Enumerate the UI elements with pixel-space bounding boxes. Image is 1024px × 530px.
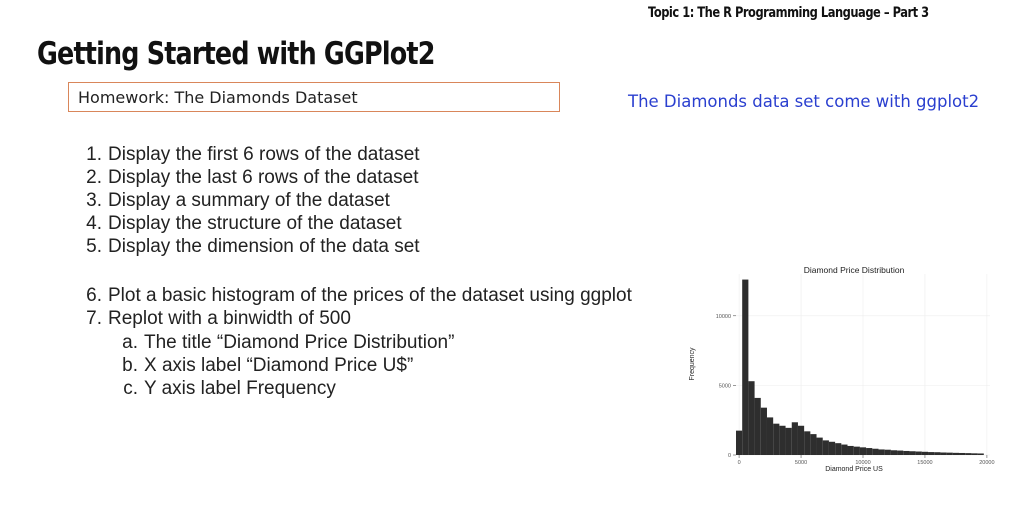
histogram-bar <box>817 438 823 455</box>
x-tick-label: 20000 <box>979 460 995 466</box>
histogram-bar <box>878 449 884 455</box>
histogram-bar <box>736 431 742 455</box>
histogram-bar <box>971 453 977 455</box>
y-tick-label: 10000 <box>715 313 731 320</box>
x-tick-label: 0 <box>737 460 741 466</box>
item-text: Display a summary of the dataset <box>108 190 390 211</box>
histogram-bar <box>953 453 959 455</box>
histogram-bar <box>928 452 934 455</box>
histogram-bar <box>798 426 804 455</box>
item-number: 6. <box>86 285 102 306</box>
histogram-bar <box>922 452 928 455</box>
item-text: Display the dimension of the data set <box>108 236 420 257</box>
histogram-bar <box>860 447 866 455</box>
homework-box <box>68 82 560 112</box>
x-tick-label: 5000 <box>794 460 808 466</box>
y-axis-label: Frequency <box>689 347 696 381</box>
histogram-bar <box>804 431 810 455</box>
histogram-bar <box>885 450 891 455</box>
item-number: c. <box>123 378 138 399</box>
item-number: 7. <box>86 308 102 329</box>
item-text: Display the structure of the dataset <box>108 213 402 234</box>
histogram-bar <box>779 426 785 455</box>
histogram-bar <box>823 440 829 455</box>
x-tick-label: 15000 <box>917 460 933 466</box>
histogram-bar <box>748 381 754 455</box>
histogram-bar <box>786 428 792 455</box>
histogram-bar <box>959 453 965 455</box>
item-text: Y axis label Frequency <box>144 378 336 399</box>
histogram-bar <box>947 453 953 455</box>
histogram-bar <box>835 443 841 455</box>
histogram-bar <box>872 449 878 455</box>
histogram-bar <box>891 450 897 455</box>
histogram-bar <box>916 452 922 455</box>
histogram-bar <box>761 408 767 455</box>
chart-title: Diamond Price Distribution <box>803 265 905 275</box>
item-text: Plot a basic histogram of the prices of the dataset using ggplot <box>108 285 632 306</box>
histogram-bar <box>773 424 779 455</box>
page-title: Getting Started with GGPlot2 <box>37 36 435 72</box>
item-text: Display the first 6 rows of the dataset <box>108 144 420 165</box>
homework-label: Homework: The Diamonds Dataset <box>78 88 358 107</box>
histogram-bar <box>767 417 773 455</box>
item-text: Replot with a binwidth of 500 <box>108 308 351 329</box>
histogram-bar <box>792 422 798 455</box>
item-number: 2. <box>86 167 102 188</box>
item-number: 3. <box>86 190 102 211</box>
x-axis-label: Diamond Price US <box>825 466 883 473</box>
dataset-note: The Diamonds data set come with ggplot2 <box>628 92 980 111</box>
histogram-bar <box>866 448 872 455</box>
item-number: 5. <box>86 236 102 257</box>
item-text: X axis label “Diamond Price U$” <box>144 355 414 376</box>
histogram-bar <box>909 451 915 455</box>
histogram-bar <box>848 446 854 455</box>
histogram-bar <box>829 442 835 455</box>
histogram-bar <box>965 453 971 455</box>
y-tick-label: 0 <box>727 453 731 459</box>
item-number: b. <box>122 355 138 376</box>
item-number: a. <box>122 332 138 353</box>
histogram-bar <box>810 434 816 455</box>
y-tick-label: 5000 <box>718 383 731 390</box>
histogram-bar <box>897 451 903 455</box>
histogram-bar <box>841 445 847 455</box>
histogram-bar <box>978 453 984 455</box>
item-number: 1. <box>86 144 102 165</box>
histogram-chart <box>680 262 1000 485</box>
histogram-bar <box>742 280 748 455</box>
topic-header: Topic 1: The R Programming Language – Part 3 <box>648 5 929 21</box>
histogram-bar <box>854 447 860 455</box>
histogram-bar <box>940 452 946 455</box>
item-text: The title “Diamond Price Distribution” <box>144 332 455 353</box>
item-number: 4. <box>86 213 102 234</box>
item-text: Display the last 6 rows of the dataset <box>108 167 419 188</box>
histogram-bar <box>934 452 940 455</box>
histogram-bar <box>903 451 909 455</box>
x-tick-label: 10000 <box>855 460 871 466</box>
histogram-bar <box>755 398 761 455</box>
